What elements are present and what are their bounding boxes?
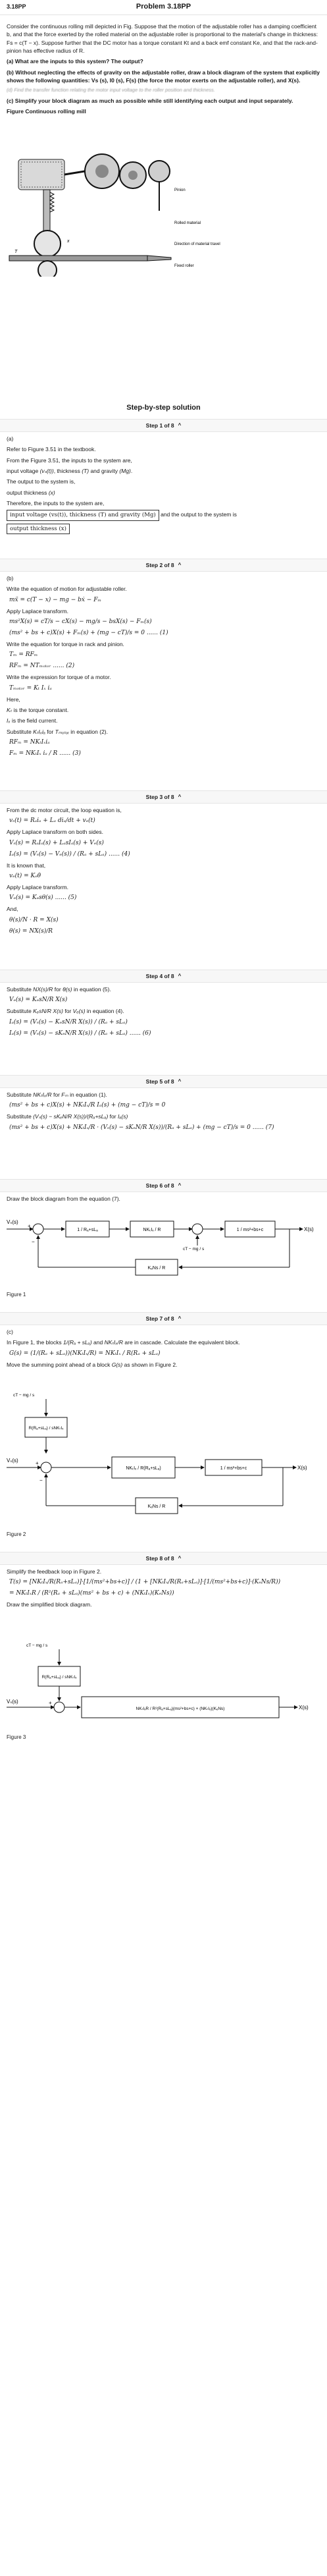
step-8-body [7,1568,320,1612]
inline-symbol: (x) [48,489,55,496]
figure-caption: Figure 1 [7,1292,26,1298]
step-2-header[interactable] [0,559,327,572]
diagram-feedback-block: KₑNs / R [147,1266,166,1271]
inline-text: in equation (2). [70,728,108,735]
step-text: From the Figure 3.51, the inputs to the system are, [7,456,132,464]
step-text: Apply Laplace transform on both sides. [7,829,103,836]
step-4-body [7,985,320,1041]
figure-1-caption [7,1290,320,1302]
inline-symbol: (vₛ(t)) [39,467,54,474]
step-text: The output to the system is, [7,478,76,485]
step-8-header[interactable] [0,1552,327,1565]
chevron-up-icon: ^ [178,1078,182,1085]
figure-title: Figure Continuous rolling mill [7,108,86,115]
inline-symbol: Iₓ [7,717,11,725]
block-diagram-figure-2 [7,1390,320,1521]
inline-text: for [53,1091,60,1098]
step-text [7,1112,320,1120]
inline-text: for [54,986,61,993]
inline-text: Substitute [7,1091,32,1098]
step-text [7,717,320,725]
step-3-header[interactable] [0,790,327,804]
equation: vₛ(t) = Rₐiₐ + Lₐ diₐ/dt + vₑ(t) [9,817,95,825]
step-text: (b) [7,575,14,582]
step-1-title: Step 1 of 8 [145,422,174,429]
step-1-body [7,435,320,537]
step-text [7,706,320,714]
step-text: Write the expression for torque of a motor. [7,674,111,681]
inline-text: in equation (5). [74,986,111,993]
inline-text: . [130,467,133,474]
chevron-up-icon: ^ [178,1555,182,1562]
inline-symbol: (Mg) [119,467,131,474]
inline-text: and [93,1339,103,1346]
diagram-block-3: 1 / ms²+bs+c [220,1466,247,1471]
equation: Vₑ(s) = KₑsN/R X(s) [9,997,68,1004]
fig-label-t: T [14,250,18,254]
inline-symbol: NKₜIₓ/R [33,1091,52,1098]
inline-text: as shown in Figure 2. [124,1361,178,1368]
fig-label-pinion: Pinion [174,188,186,192]
figure-caption: Figure 2 [7,1531,26,1537]
inline-symbol: G(s) [111,1361,123,1368]
question-part-c: (c) Simplify your block diagram as much as possible while still identifying each output and input separately. [7,97,293,105]
chevron-up-icon: ^ [178,562,182,568]
block-diagram-figure-1 [7,1209,320,1282]
sign-plus: + [28,1223,31,1229]
inline-text: for [109,1113,116,1120]
equation: Iₐ(s) = (Vₛ(s) − Vₑ(s)) / (Rₐ + sLₐ) ...... (4) [9,850,130,858]
step-text [7,467,320,475]
equation: = NKₜIₓR / (R²(Rₐ + sLₐ)(ms² + bs + c) + (NKₜIₓ)(KₑNs)) [9,1590,174,1597]
equation: Vₑ(s) = Kₑsθ(s) ...... (5) [9,894,77,902]
equation: RFₘ = NTₘₒₜₒᵣ ...... (2) [9,663,75,670]
diagram-pre-block: R(Rₐ+sLₐ) / sNKₜIₓ [41,1675,77,1680]
step-text: Simplify the feedback loop in Figure 2. [7,1568,102,1575]
problem-title: Problem 3.18PP [136,3,191,11]
inline-symbol: Kₜ [7,707,13,714]
diagram-input-vs: Vₛ(s) [7,1219,18,1225]
fig-label-direction: Direction of material travel [174,242,220,246]
diagram-block-2: NKₜIₓ / R [143,1228,161,1232]
equation: Iₐ(s) = (Vₛ(s) − sKₑN/R X(s)) / (Rₐ + sLₐ) ...... (6) [9,1029,151,1037]
step-5-title: Step 5 of 8 [145,1078,174,1085]
equation: mẍ = c(T − x) − mg − bẋ − Fₘ [9,596,101,603]
equation: Tₘₒₜₒᵣ = Kₜ Iₓ iₐ [9,684,52,692]
diagram-input-vs: Vₛ(s) [7,1699,18,1705]
equation: (ms² + bs + c)X(s) + Fₘ(s) + (mg − cT)/s = 0 ...... (1) [9,630,168,637]
inline-symbol: Tₘₒₜₒᵣ [55,728,69,735]
chevron-up-icon: ^ [178,794,182,800]
equation: G(s) = (1/(Rₐ + sLₐ))(NKₜIₓ/R) = NKₜIₓ / R(Rₐ + sLₐ) [9,1350,161,1357]
inline-text: Substitute [7,1113,32,1120]
chevron-up-icon: ^ [178,1315,182,1322]
step-7-header[interactable] [0,1312,327,1325]
step-text [7,524,320,534]
step-4-header[interactable] [0,970,327,983]
step-text: From the dc motor circuit, the loop equation is, [7,807,122,813]
solution-title: Step-by-step solution [126,404,201,412]
answer-box-inputs: input voltage (vs(t)), thickness (T) and gravity (Mg) [7,510,159,520]
equation: T(s) = [NKₜIₓ/R(Rₐ+sLₐ)]·[1/(ms²+bs+c)] / (1 + [NKₜIₓ/R(Rₐ+sLₐ)]·[1/(ms²+bs+c)]·(KₑNs/R)) [9,1579,281,1586]
diagram-disturbance: cT − mg / s [183,1247,205,1251]
chevron-up-icon: ^ [178,422,182,429]
step-text: And, [7,906,18,913]
inline-symbol: NX(s)/R [33,986,53,993]
diagram-cascade-block: NKₜIₓ / R(Rₐ+sLₐ) [126,1466,161,1471]
diagram-disturbance: cT − mg / s [26,1643,48,1648]
inline-symbol: KₑsN/R X(s) [33,1008,63,1015]
inline-text: for [47,728,54,735]
inline-text: Substitute [7,1008,32,1015]
step-text: Draw the block diagram from the equation (7). [7,1195,120,1202]
answer-box-output: output thickness (x) [7,524,70,534]
step-text: Here, [7,696,20,703]
equation: (ms² + bs + c)X(s) + NKₜIₓ/R Iₐ(s) + (mg − cT)/s = 0 [9,1102,166,1109]
step-3-title: Step 3 of 8 [145,793,174,800]
equation: θ(s) = NX(s)/R [9,927,53,935]
question [7,22,320,119]
diagram-input-vs: Vₛ(s) [7,1458,18,1464]
step-text [7,1091,320,1099]
inline-symbol: Vₑ(s) [72,1008,86,1015]
diagram-output-xs: X(s) [299,1705,309,1711]
inline-symbol: (Vₛ(s) − sKₑN/R X(s))/(Rₐ+sLₐ) [33,1113,109,1120]
step-text: Apply Laplace transform. [7,607,69,615]
inline-symbol: θ(s) [63,986,72,993]
equation: Tₘ = RFₘ [9,651,38,659]
figure-2-caption [7,1529,320,1541]
inline-symbol: Iₐ(s) [117,1113,128,1120]
inline-text: in equation (1). [70,1091,107,1098]
step-8-title: Step 8 of 8 [145,1554,174,1562]
step-5-header[interactable] [0,1075,327,1088]
step-1-header[interactable] [0,419,327,432]
step-6-title: Step 6 of 8 [145,1182,174,1189]
inline-text: Move the summing point ahead of a block [7,1361,111,1368]
step-7-body [7,1328,320,1371]
inline-text: for [64,1008,72,1015]
top-bar [0,0,327,15]
diagram-block-1: 1 / Rₐ+sLₐ [77,1228,98,1232]
step-text: Write the equation of motion for adjustable roller. [7,586,127,593]
step-text [7,1361,320,1369]
inline-symbol: 1/(Rₐ + sLₐ) [63,1339,92,1346]
sign-plus: + [36,1460,39,1466]
step-2-body [7,574,320,761]
diagram-disturbance: cT − mg / s [13,1393,35,1398]
step-7-title: Step 7 of 8 [145,1315,174,1322]
equation: Fₘ = NKₜIₓ iₐ / R ...... (3) [9,750,81,757]
inline-text: Substitute [7,728,32,735]
step-6-body [7,1195,320,1205]
chevron-up-icon: ^ [178,1182,182,1189]
sign-minus: − [39,1477,43,1483]
inline-symbol: NKₜIₓ/R [104,1339,124,1346]
inline-text: and the output to the system is [161,511,237,518]
step-text: Refer to Figure 3.51 in the textbook. [7,446,96,453]
inline-text: and gravity [89,467,118,474]
figure-caption: Figure 3 [7,1734,26,1740]
step-text [7,985,320,993]
inline-text: are in cascade. Calculate the equivalent block. [124,1339,240,1346]
step-text: Therefore, the inputs to the system are, [7,499,105,507]
equation: θ(s)/N · R = X(s) [9,916,59,923]
fig-label-material: Rolled material [174,221,201,225]
step-text [7,728,320,736]
chevron-up-icon: ^ [178,973,182,979]
step-text: Apply Laplace transform. [7,884,69,891]
diagram-final-block: NKₜIₓR / R²(Rₐ+sLₐ)(ms²+bs+c) + (NKₜIₓ)(KₑNs) [136,1707,225,1711]
inline-text: Substitute [7,986,32,993]
step-text: It is known that, [7,862,46,869]
equation: ms²X(s) = cT/s − cX(s) − mg/s − bsX(s) − Fₘ(s) [9,618,152,625]
step-text: (a) [7,435,14,442]
course-id: 3.18PP [7,3,26,11]
equation: (ms² + bs + c)X(s) + NKₜIₓ/R · (Vₛ(s) − sKₑN/R X(s))/(Rₐ + sLₐ) + (mg − cT)/s = 0 ...... (7) [9,1124,274,1131]
step-2-title: Step 2 of 8 [145,561,174,568]
step-text [7,489,320,497]
inline-text: output thickness [7,489,47,496]
inline-symbol: KₜIₓiₐ [33,728,45,735]
question-intro: Consider the continuous rolling mill depicted in Fig. Suppose that the motion of the adjustable roller has a damping coefficient b, and that the force exerted by the rolled material on the adjustable roller is proportional to the material's change in thickness: Fs = c(T − x). Suppose further that the DC motor has a torque constant Kt and a back emf constant Ke, and that the rack-and-pinion has effective radius of R. [7,23,318,54]
step-text: (c) [7,1329,13,1335]
step-text: Draw the simplified block diagram. [7,1601,92,1608]
inline-text: is the torque constant. [13,707,69,714]
inline-text: in equation (4). [86,1008,124,1015]
step-text [7,1338,320,1346]
sign-plus: + [49,1700,52,1706]
figure-3-caption [7,1732,320,1744]
step-text [7,1007,320,1015]
equation: vₑ(t) = Kₑθ̇ [9,873,41,880]
diagram-output-xs: X(s) [297,1465,307,1471]
step-3-body [7,806,320,939]
fig-label-fixed: Fixed roller [174,264,194,268]
block-diagram-figure-3 [7,1640,320,1726]
inline-text: , thickness [53,467,80,474]
equation: Iₐ(s) = (Vₛ(s) − KₑsN/R X(s)) / (Rₐ + sLₐ) [9,1018,128,1026]
inline-symbol: (T) [82,467,89,474]
step-4-title: Step 4 of 8 [145,972,174,979]
inline-symbol: Fₘ [61,1091,68,1098]
question-part-b: (b) Without neglecting the effects of gravity on the adjustable roller, draw a block diagram of the system that explicitly shows the following quantities: Vs (s), I0 (s), F(s) (the force the motor exerts on the adjustable roller), and X(s). [7,69,320,84]
equation: RFₘ = NKₜIₓiₐ [9,739,50,746]
inline-text: In Figure 1, the blocks [7,1339,62,1346]
equation: Vₛ(s) = RₐIₐ(s) + LₐsIₐ(s) + Vₑ(s) [9,839,104,846]
diagram-output-xs: X(s) [304,1226,314,1232]
step-text [7,510,320,520]
question-blurred: (d) Find the transfer function relating the motor input voltage to the roller position and thickness. [7,87,215,94]
diagram-pre-block: R(Rₐ+sLₐ) / sNKₜIₓ [28,1426,64,1431]
inline-text: input voltage [7,467,39,474]
inline-text: is the field current. [11,717,58,725]
diagram-block-3: 1 / ms²+bs+c [236,1228,264,1232]
sign-minus: − [32,1239,35,1245]
step-5-body [7,1091,320,1135]
diagram-feedback-block: KₑNs / R [147,1504,166,1509]
fig-label-x: x [67,239,70,244]
question-part-a: (a) What are the inputs to this system? The output? [7,58,143,65]
step-text: Write the equation for torque in rack and pinion. [7,641,124,648]
step-6-header[interactable] [0,1179,327,1192]
rolling-mill-figure [7,145,224,277]
